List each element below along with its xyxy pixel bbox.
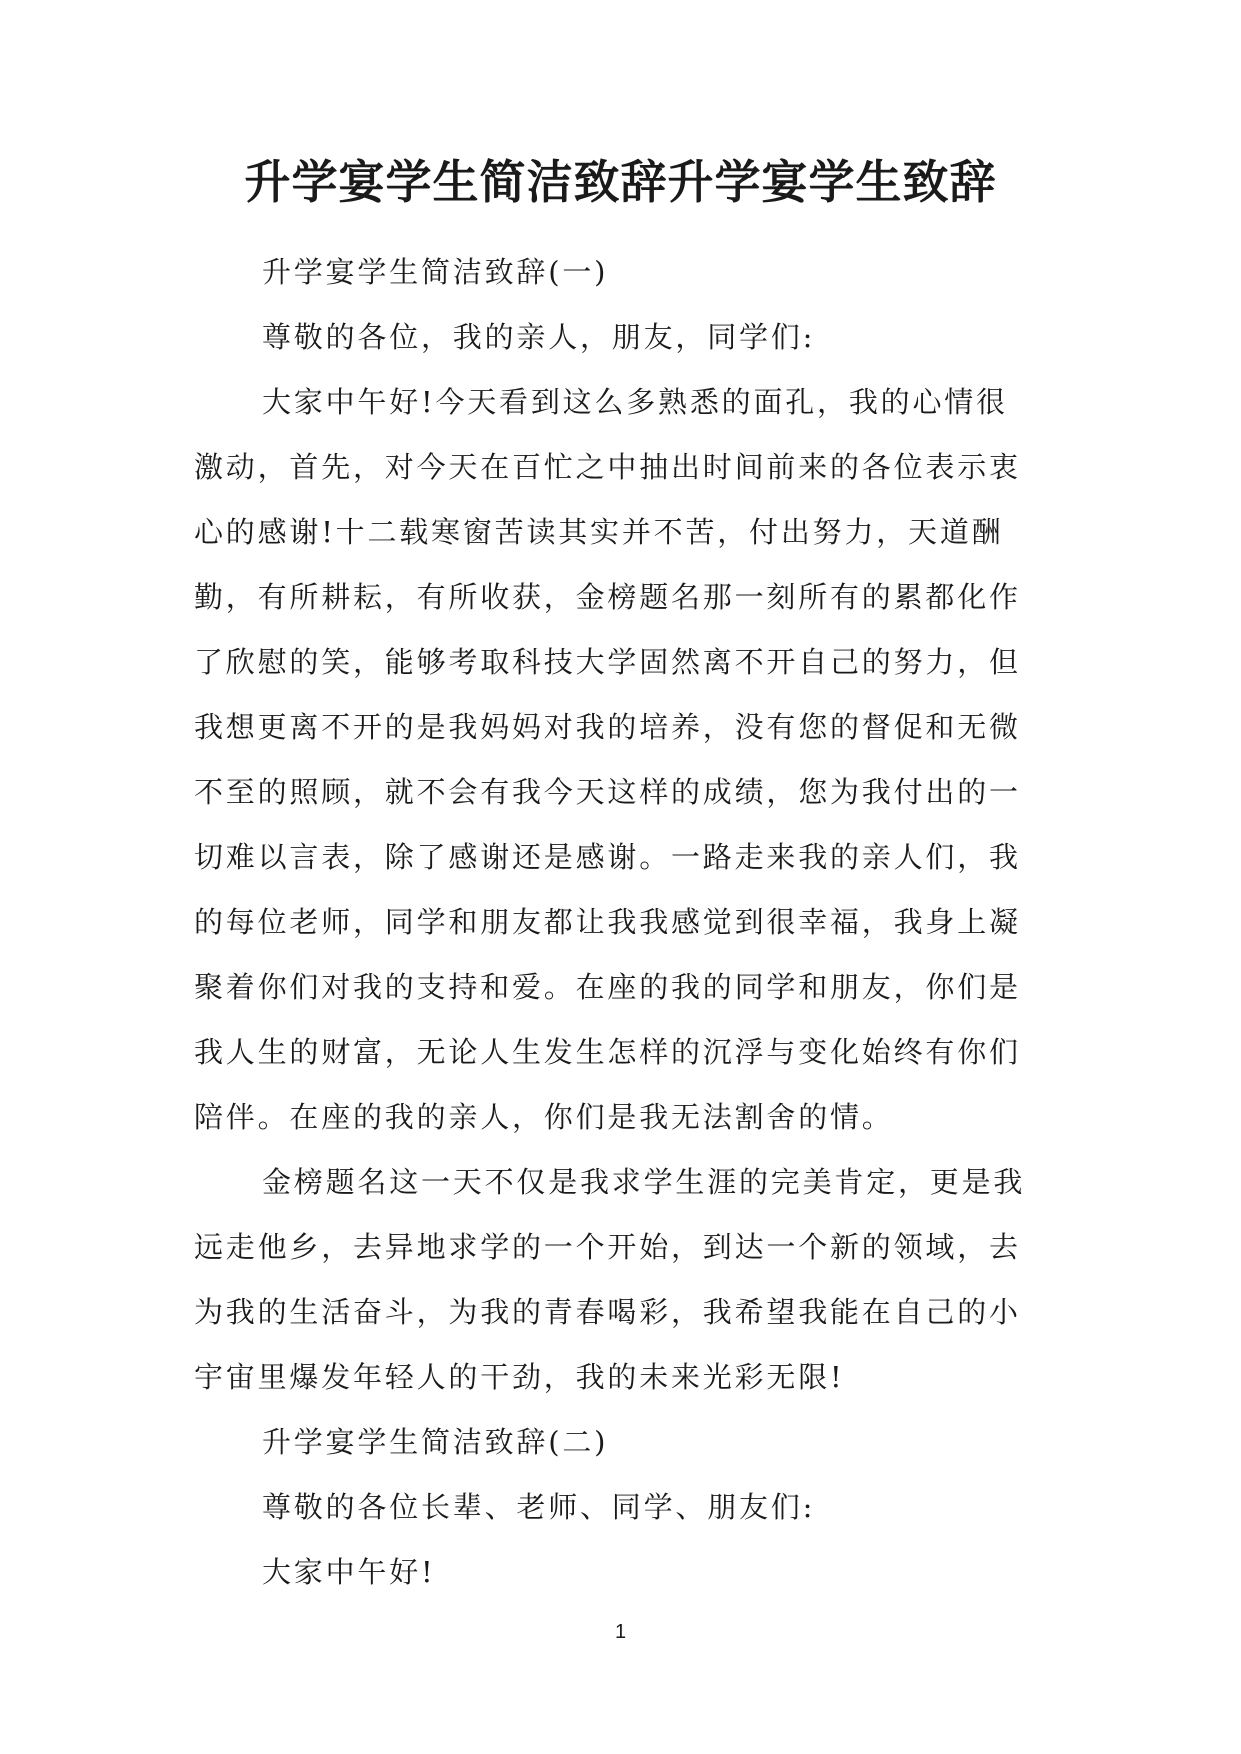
paragraph-line: 不至的照顾，就不会有我今天这样的成绩，您为我付出的一 [194, 775, 1021, 809]
section-heading: 升学宴学生简洁致辞(一) [262, 255, 609, 289]
salutation: 尊敬的各位，我的亲人，朋友，同学们: [262, 320, 816, 354]
paragraph-line: 我人生的财富，无论人生发生怎样的沉浮与变化始终有你们 [194, 1035, 1021, 1069]
paragraph-line: 陪伴。在座的我的亲人，你们是我无法割舍的情。 [194, 1100, 894, 1134]
paragraph-line: 心的感谢!十二载寒窗苦读其实并不苦，付出努力，天道酬 [194, 515, 1004, 549]
paragraph-line: 远走他乡，去异地求学的一个开始，到达一个新的领域，去 [194, 1230, 1021, 1264]
paragraph-line: 切难以言表，除了感谢还是感谢。一路走来我的亲人们，我 [194, 840, 1021, 874]
paragraph-line: 聚着你们对我的支持和爱。在座的我的同学和朋友，你们是 [194, 970, 1021, 1004]
paragraph-line: 为我的生活奋斗，为我的青春喝彩，我希望我能在自己的小 [194, 1295, 1021, 1329]
paragraph-line: 金榜题名这一天不仅是我求学生涯的完美肯定，更是我 [262, 1165, 1026, 1199]
paragraph-line: 宇宙里爆发年轻人的干劲，我的未来光彩无限! [194, 1360, 845, 1394]
paragraph-line: 的每位老师，同学和朋友都让我我感觉到很幸福，我身上凝 [194, 905, 1021, 939]
paragraph-line: 激动，首先，对今天在百忙之中抽出时间前来的各位表示衷 [194, 450, 1021, 484]
document-body [194, 240, 1054, 1605]
paragraph-line: 大家中午好! [262, 1555, 436, 1589]
document-title: 升学宴学生简洁致辞升学宴学生致辞 [244, 155, 997, 209]
paragraph-line: 勤，有所耕耘，有所收获，金榜题名那一刻所有的累都化作 [194, 580, 1021, 614]
paragraph-line: 大家中午好!今天看到这么多熟悉的面孔，我的心情很 [262, 385, 1008, 419]
paragraph-line: 了欣慰的笑，能够考取科技大学固然离不开自己的努力，但 [194, 645, 1021, 679]
salutation: 尊敬的各位长辈、老师、同学、朋友们: [262, 1490, 816, 1524]
section-heading: 升学宴学生简洁致辞(二) [262, 1425, 609, 1459]
page-number: 1 [614, 1621, 627, 1643]
paragraph-line: 我想更离不开的是我妈妈对我的培养，没有您的督促和无微 [194, 710, 1021, 744]
